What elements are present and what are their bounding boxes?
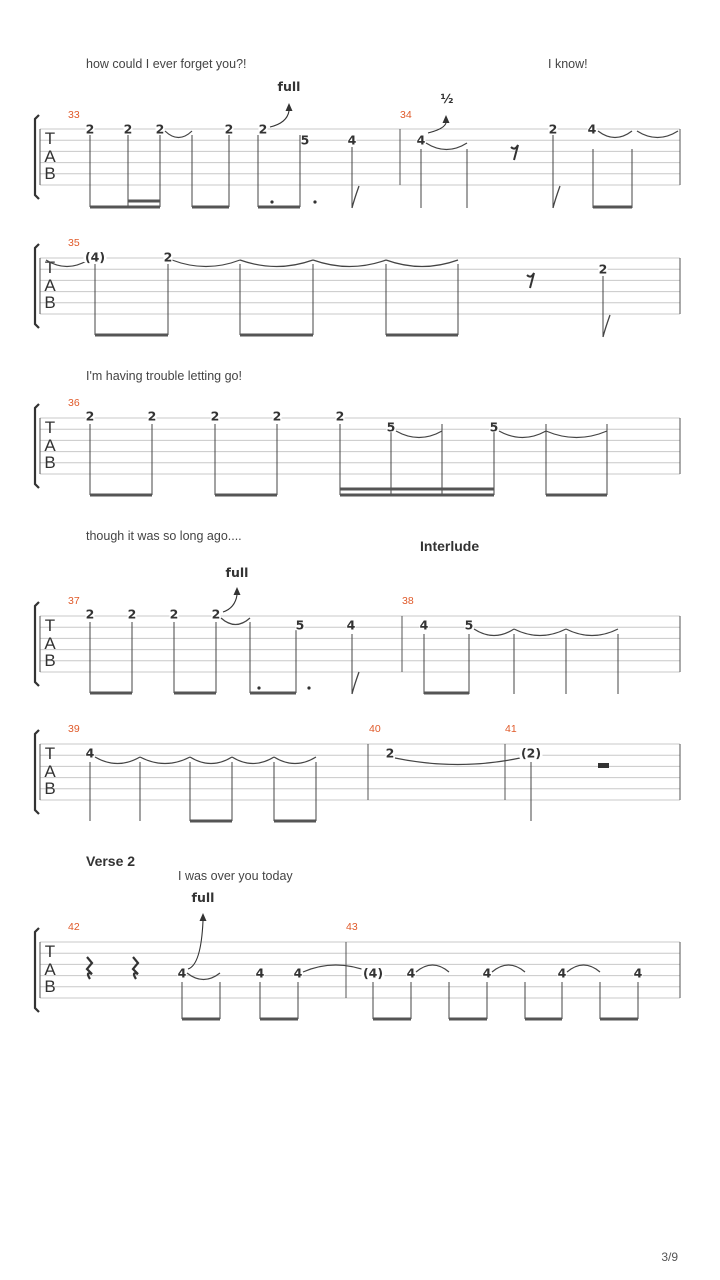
bar-number: 35 <box>68 237 80 249</box>
tab-label-b: B <box>44 977 56 996</box>
bar-number: 38 <box>402 595 414 607</box>
fret-number: 2 <box>224 121 234 137</box>
fret-number: 2 <box>169 606 179 622</box>
fret-number: 5 <box>295 617 305 633</box>
fret-number: 4 <box>255 965 265 981</box>
fret-number: 4 <box>346 617 356 633</box>
tie <box>172 260 240 267</box>
fret-number: 2 <box>85 606 95 622</box>
tab-label-t: T <box>44 258 56 277</box>
tab-label-b: B <box>44 453 56 472</box>
beam <box>593 206 632 209</box>
beam <box>525 1018 562 1021</box>
beam <box>174 692 216 695</box>
eighth-rest <box>511 145 518 160</box>
fret-number: 2 <box>385 745 395 761</box>
beam <box>90 206 160 209</box>
beam <box>386 334 458 337</box>
bar-number: 41 <box>505 723 517 735</box>
beam <box>600 1018 638 1021</box>
fret-number: 4 <box>482 965 492 981</box>
tab-label-t: T <box>44 942 56 961</box>
fret-number: 2 <box>85 121 95 137</box>
lyric-text: I was over you today <box>178 869 293 883</box>
fret-number: 4 <box>419 617 429 633</box>
fret-number: 4 <box>177 965 187 981</box>
bar-number: 39 <box>68 723 80 735</box>
tie <box>240 260 313 267</box>
tab-label-b: B <box>44 651 56 670</box>
fret-number: 2 <box>127 606 137 622</box>
rhythm-dot <box>270 200 273 203</box>
note-flag <box>553 186 560 208</box>
tie <box>140 757 190 764</box>
bar-number: 34 <box>400 109 412 121</box>
tie <box>598 131 632 138</box>
fret-number: (4) <box>84 249 106 265</box>
section-label: Verse 2 <box>86 853 136 869</box>
bend-arrowhead <box>443 115 450 123</box>
tab-staff <box>35 244 680 328</box>
fret-number: 4 <box>406 965 416 981</box>
tie <box>499 431 546 438</box>
tab-label-t: T <box>44 129 56 148</box>
bend-label: full <box>277 79 301 94</box>
fret-number: 4 <box>633 965 643 981</box>
tie <box>426 143 467 150</box>
fret-number: 4 <box>587 121 597 137</box>
bend-curve <box>270 111 289 127</box>
tab-label-b: B <box>44 293 56 312</box>
tie <box>187 973 220 980</box>
fret-number: (2) <box>520 745 542 761</box>
beam <box>373 1018 411 1021</box>
fret-number: 2 <box>211 606 221 622</box>
beam <box>340 488 494 491</box>
tie <box>566 629 618 636</box>
beam <box>340 494 494 497</box>
note-flag <box>603 315 610 337</box>
fret-number: (4) <box>362 965 384 981</box>
tie <box>396 431 442 438</box>
beam <box>449 1018 487 1021</box>
tab-label-a: A <box>44 436 56 455</box>
bend-curve <box>188 921 203 969</box>
bend-arrowhead <box>200 913 207 921</box>
beam <box>90 494 152 497</box>
tie <box>546 431 607 438</box>
fret-number: 2 <box>272 408 282 424</box>
bend-curve <box>223 595 237 612</box>
staff-bracket <box>35 115 39 199</box>
bend-curve <box>428 123 446 133</box>
bar-number: 33 <box>68 109 80 121</box>
tab-label-a: A <box>44 276 56 295</box>
beam <box>182 1018 220 1021</box>
tab-staff <box>35 730 680 814</box>
half-rest <box>598 763 609 768</box>
tab-staff <box>35 404 680 488</box>
beam <box>260 1018 298 1021</box>
lyric-text: I'm having trouble letting go! <box>86 369 242 383</box>
tab-label-t: T <box>44 616 56 635</box>
staff-bracket <box>35 730 39 814</box>
section-label: Interlude <box>420 538 480 554</box>
beam <box>95 334 168 337</box>
fret-number: 4 <box>347 132 357 148</box>
fret-number: 2 <box>123 121 133 137</box>
staff-bracket <box>35 602 39 686</box>
tie <box>303 965 370 972</box>
tie <box>514 629 566 636</box>
tab-label-a: A <box>44 634 56 653</box>
bend-label: full <box>225 565 249 580</box>
bar-number: 43 <box>346 921 358 933</box>
beam <box>240 334 313 337</box>
tie <box>492 965 525 972</box>
lyric-text: I know! <box>548 57 588 71</box>
fret-number: 5 <box>300 132 310 148</box>
page-number: 3/9 <box>661 1250 678 1264</box>
note-flag <box>352 672 359 694</box>
bar-number: 40 <box>369 723 381 735</box>
rhythm-dot <box>257 686 260 689</box>
fret-number: 2 <box>598 261 608 277</box>
bar-number: 36 <box>68 397 80 409</box>
fret-number: 2 <box>258 121 268 137</box>
tie <box>313 260 386 267</box>
fret-number: 2 <box>147 408 157 424</box>
fret-number: 4 <box>293 965 303 981</box>
beam <box>90 692 132 695</box>
tab-label-a: A <box>44 762 56 781</box>
tie <box>95 757 140 764</box>
bar-number: 42 <box>68 921 80 933</box>
bend-label: ½ <box>440 91 454 106</box>
tab-label-a: A <box>44 147 56 166</box>
beam <box>546 494 607 497</box>
bar-number: 37 <box>68 595 80 607</box>
tie <box>221 618 250 625</box>
staff-bracket <box>35 928 39 1012</box>
tie <box>637 131 678 138</box>
fret-number: 5 <box>386 419 396 435</box>
tie <box>190 757 232 764</box>
tie <box>474 629 514 636</box>
tie <box>416 965 449 972</box>
tie <box>232 757 274 764</box>
fret-number: 2 <box>85 408 95 424</box>
beam <box>424 692 469 695</box>
lyric-text: how could I ever forget you?! <box>86 57 247 71</box>
fret-number: 2 <box>548 121 558 137</box>
fret-number: 2 <box>210 408 220 424</box>
fret-number: 2 <box>335 408 345 424</box>
tab-label-b: B <box>44 164 56 183</box>
tab-label-t: T <box>44 744 56 763</box>
fret-number: 2 <box>163 249 173 265</box>
bend-arrowhead <box>286 103 293 111</box>
rhythm-dot <box>313 200 316 203</box>
fret-number: 5 <box>489 419 499 435</box>
tie <box>386 260 458 267</box>
beam <box>128 200 160 203</box>
note-flag <box>352 186 359 208</box>
beam <box>215 494 277 497</box>
bend-label: full <box>191 890 215 905</box>
beam <box>258 206 300 209</box>
fret-number: 5 <box>464 617 474 633</box>
lyric-text: though it was so long ago.... <box>86 529 242 543</box>
bend-arrowhead <box>234 587 241 595</box>
tie <box>395 758 520 765</box>
tie <box>274 757 316 764</box>
tab-label-t: T <box>44 418 56 437</box>
fret-number: 4 <box>85 745 95 761</box>
fret-number: 4 <box>557 965 567 981</box>
beam <box>274 820 316 823</box>
staff-bracket <box>35 244 39 328</box>
tie <box>567 965 600 972</box>
tab-label-a: A <box>44 960 56 979</box>
fret-number: 4 <box>416 132 426 148</box>
beam <box>192 206 229 209</box>
beam <box>250 692 296 695</box>
rhythm-dot <box>307 686 310 689</box>
tab-label-b: B <box>44 779 56 798</box>
fret-number: 2 <box>155 121 165 137</box>
staff-bracket <box>35 404 39 488</box>
tie <box>165 131 192 138</box>
tab-staff <box>35 928 680 1012</box>
beam <box>190 820 232 823</box>
